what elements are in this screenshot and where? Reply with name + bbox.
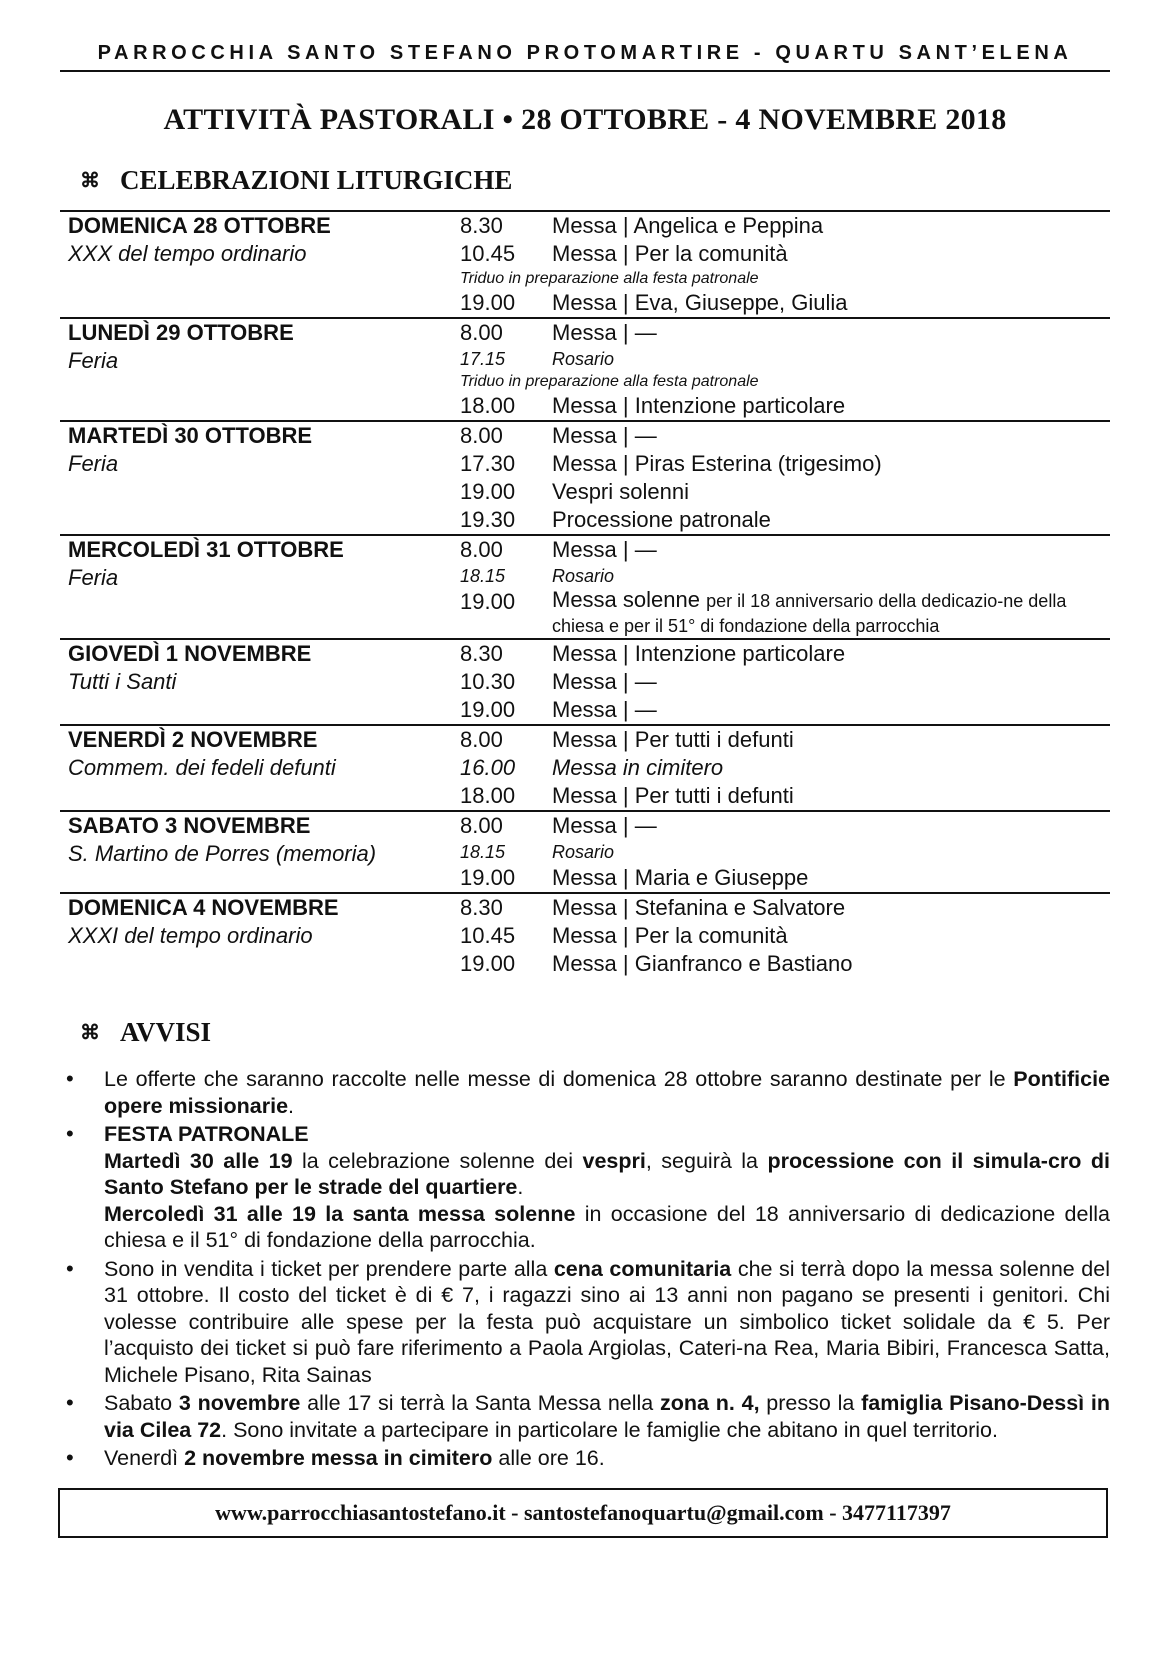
schedule-day-row (60, 725, 1110, 811)
schedule-entry (460, 588, 1110, 638)
entry-time: 8.30 (460, 895, 503, 920)
notice-text: presso la (759, 1391, 862, 1415)
entry-desc: Messa | Piras Esterina (trigesimo) (552, 451, 882, 476)
entry-time: 17.30 (460, 451, 516, 476)
entry-desc: Messa in cimitero (552, 755, 724, 780)
schedule-entry (460, 922, 1110, 950)
entry-time: 10.30 (460, 669, 516, 694)
entry-desc: Rosario (552, 566, 615, 586)
notices-list (60, 1066, 1110, 1472)
schedule-entry (460, 782, 1110, 810)
schedule-entry (460, 812, 1110, 840)
section-liturgy-label: CELEBRAZIONI LITURGICHE (120, 164, 513, 195)
entry-desc: Messa | Per la comunità (552, 241, 788, 266)
entry-note: Triduo in preparazione alla festa patronale (460, 270, 759, 287)
notice-text: che si terrà dopo la messa solenne del 31 ottobre. Il costo del ticket è di € 7, i ragazzi sino ai 13 anni non pagano se presenti i genitori. Chi volesse contribuire alle spese per la festa può acquistare un simbolico ticket solidale da € 5. Per l’acquisto dei ticket si può fare riferimento a Paola Argiolas, Cateri-na Rea, Maria Bibiri, Francesca Satta, Michele Pisano, Rita Sainas (104, 1256, 1110, 1387)
schedule-entry (460, 392, 1110, 420)
day-subtitle: XXXI del tempo ordinario (68, 923, 313, 948)
notice-bold: 3 novembre (178, 1391, 301, 1415)
day-name: DOMENICA 4 NOVEMBRE (68, 895, 339, 920)
schedule-entry (460, 894, 1110, 922)
day-name: VENERDÌ 2 NOVEMBRE (68, 727, 318, 752)
entry-desc: Messa | — (552, 813, 657, 838)
notice-text: Sono in vendita i ticket per prendere parte alla (104, 1256, 554, 1281)
schedule-day-row (60, 318, 1110, 421)
bullet-icon: • (66, 1445, 74, 1470)
entry-desc: Messa | Gianfranco e Bastiano (552, 951, 853, 976)
notice-bold: vespri (582, 1148, 646, 1173)
entry-desc: Rosario (552, 349, 615, 369)
notice-text: alle ore 16. (492, 1446, 605, 1470)
notice-bold: zona n. 4, (660, 1391, 760, 1415)
entry-desc: Messa | Angelica e Peppina (552, 213, 824, 238)
entry-desc (552, 588, 1082, 638)
schedule-day-row (60, 421, 1110, 535)
schedule-entry (460, 319, 1110, 347)
entry-desc: Messa | Per la comunità (552, 923, 788, 948)
notice-text: Venerdì (104, 1446, 185, 1470)
notice-text: Le offerte che saranno raccolte nelle messe di domenica 28 ottobre saranno destinate per le (104, 1067, 1014, 1091)
entry-desc: Messa | Maria e Giuseppe (552, 865, 809, 890)
entry-time: 18.15 (460, 566, 506, 586)
schedule-entry (460, 347, 1110, 371)
entry-desc: Messa | Eva, Giuseppe, Giulia (552, 290, 848, 315)
schedule-day-row (60, 211, 1110, 318)
section-notices-heading (60, 1012, 1110, 1052)
schedule-entry (460, 506, 1110, 534)
day-name: MERCOLEDÌ 31 OTTOBRE (68, 537, 344, 562)
bullet-icon: • (66, 1255, 74, 1281)
entry-time: 8.00 (460, 537, 503, 562)
schedule-entry (460, 864, 1110, 892)
entry-desc: Messa | — (552, 537, 657, 562)
day-subtitle: Feria (68, 565, 119, 590)
notice-text: la celebrazione solenne dei (292, 1148, 583, 1173)
section-marker-icon: ⌘ (80, 169, 100, 192)
schedule-day-row (60, 639, 1110, 725)
schedule-entry (460, 212, 1110, 240)
notice-item (60, 1390, 1110, 1443)
notice-bold: processione con il simula-cro di Santo Stefano per le strade del quartiere (104, 1148, 1110, 1199)
entry-desc: Messa | Intenzione particolare (552, 393, 846, 418)
entry-time: 8.30 (460, 641, 503, 666)
bullet-icon: • (66, 1121, 74, 1146)
notice-item (60, 1121, 1110, 1254)
day-name: DOMENICA 28 OTTOBRE (68, 213, 331, 238)
notice-heading: FESTA PATRONALE (104, 1122, 309, 1146)
entry-desc: Messa | — (552, 423, 657, 448)
entry-desc: Messa | — (552, 320, 657, 345)
schedule-entry (460, 240, 1110, 268)
notice-bold: famiglia Pisano-Dessì in via Cilea 72 (104, 1391, 1110, 1442)
schedule-table (60, 210, 1110, 978)
schedule-entry (460, 478, 1110, 506)
page-title: ATTIVITÀ PASTORALI • 28 OTTOBRE - 4 NOVEMBRE 2018 (163, 103, 1007, 136)
notice-text: Sabato (104, 1391, 179, 1415)
schedule-entry (460, 640, 1110, 668)
header-rule (60, 70, 1110, 72)
day-subtitle: Feria (68, 348, 119, 373)
notice-bold: Martedì 30 alle 19 (104, 1148, 293, 1173)
entry-desc: Messa | Per tutti i defunti (552, 783, 794, 808)
entry-time: 10.45 (460, 923, 516, 948)
notice-bold: Pontificie opere missionarie (104, 1067, 1110, 1118)
entry-time: 18.00 (460, 783, 516, 808)
notice-item (60, 1066, 1110, 1119)
schedule-entry (460, 450, 1110, 478)
notice-bold: Mercoledì 31 alle 19 la santa messa solenne (104, 1201, 576, 1226)
entry-time: 19.00 (460, 865, 516, 890)
day-subtitle: S. Martino de Porres (memoria) (68, 841, 377, 866)
notice-item (60, 1445, 1110, 1472)
entry-time: 19.00 (460, 697, 516, 722)
entry-desc-main: Messa solenne (552, 587, 700, 612)
entry-time: 16.00 (460, 755, 516, 780)
bulletin-page (60, 40, 1110, 1474)
schedule-day-row (60, 811, 1110, 893)
schedule-entry (460, 754, 1110, 782)
day-subtitle: XXX del tempo ordinario (68, 241, 307, 266)
notice-text: in occasione del 18 anniversario di dedicazione della chiesa e il 51° di fondazione della parrocchia. (104, 1201, 1110, 1252)
day-name: GIOVEDÌ 1 NOVEMBRE (68, 641, 312, 666)
entry-time: 19.30 (460, 507, 516, 532)
entry-time: 8.00 (460, 727, 503, 752)
entry-time: 19.00 (460, 589, 516, 614)
bullet-icon: • (66, 1066, 74, 1091)
section-marker-icon: ⌘ (80, 1021, 100, 1044)
notice-text: , seguirà la (645, 1148, 768, 1173)
schedule-entry (460, 564, 1110, 588)
contact-footer: www.parrocchiasantostefano.it - santostefanoquartu@gmail.com - 3477117397 (58, 1488, 1108, 1538)
entry-time: 18.15 (460, 842, 506, 862)
entry-desc: Messa | — (552, 669, 657, 694)
entry-time: 17.15 (460, 349, 506, 369)
entry-desc-rest: per il 18 anniversario della dedicazio-ne della chiesa e per il 51° di fondazione della parrocchia (552, 591, 1067, 636)
entry-time: 8.30 (460, 213, 503, 238)
notice-item (60, 1256, 1110, 1389)
entry-desc: Processione patronale (552, 507, 771, 532)
schedule-entry (460, 696, 1110, 724)
parish-header: PARROCCHIA SANTO STEFANO PROTOMARTIRE - QUARTU SANT’ELENA (97, 42, 1073, 64)
entry-desc: Messa | — (552, 697, 657, 722)
entry-time: 19.00 (460, 951, 516, 976)
section-liturgy-heading (60, 160, 1110, 200)
entry-desc: Messa | Per tutti i defunti (552, 727, 794, 752)
entry-desc: Messa | Intenzione particolare (552, 641, 846, 666)
entry-note: Triduo in preparazione alla festa patronale (460, 373, 759, 390)
entry-time: 8.00 (460, 813, 503, 838)
schedule-entry (460, 726, 1110, 754)
schedule-entry (460, 950, 1110, 978)
entry-desc: Rosario (552, 842, 615, 862)
day-name: LUNEDÌ 29 OTTOBRE (68, 320, 294, 345)
notice-bold: cena comunitaria (553, 1256, 732, 1281)
schedule-entry (460, 289, 1110, 317)
entry-desc: Messa | Stefanina e Salvatore (552, 895, 846, 920)
schedule-entry (460, 536, 1110, 564)
notice-bold: 2 novembre messa in cimitero (184, 1446, 493, 1470)
day-name: MARTEDÌ 30 OTTOBRE (68, 423, 313, 448)
notice-text: alle 17 si terrà la Santa Messa nella (300, 1391, 661, 1415)
entry-time: 19.00 (460, 479, 516, 504)
entry-time: 8.00 (460, 320, 503, 345)
schedule-entry (460, 840, 1110, 864)
entry-desc: Vespri solenni (552, 479, 689, 504)
schedule-entry (460, 422, 1110, 450)
schedule-day-row (60, 893, 1110, 978)
notice-text: . (517, 1175, 524, 1199)
entry-time: 10.45 (460, 241, 516, 266)
entry-time: 19.00 (460, 290, 516, 315)
day-name: SABATO 3 NOVEMBRE (68, 813, 311, 838)
day-subtitle: Commem. dei fedeli defunti (68, 755, 336, 780)
schedule-day-row (60, 535, 1110, 639)
day-subtitle: Feria (68, 451, 119, 476)
entry-time: 18.00 (460, 393, 516, 418)
notice-text: . Sono invitate a partecipare in particolare le famiglie che abitano in quel territorio. (221, 1417, 998, 1442)
schedule-entry (460, 668, 1110, 696)
bullet-icon: • (66, 1390, 74, 1415)
section-notices-label: AVVISI (120, 1016, 212, 1047)
entry-time: 8.00 (460, 423, 503, 448)
day-subtitle: Tutti i Santi (68, 669, 177, 694)
notice-text: . (288, 1093, 295, 1118)
